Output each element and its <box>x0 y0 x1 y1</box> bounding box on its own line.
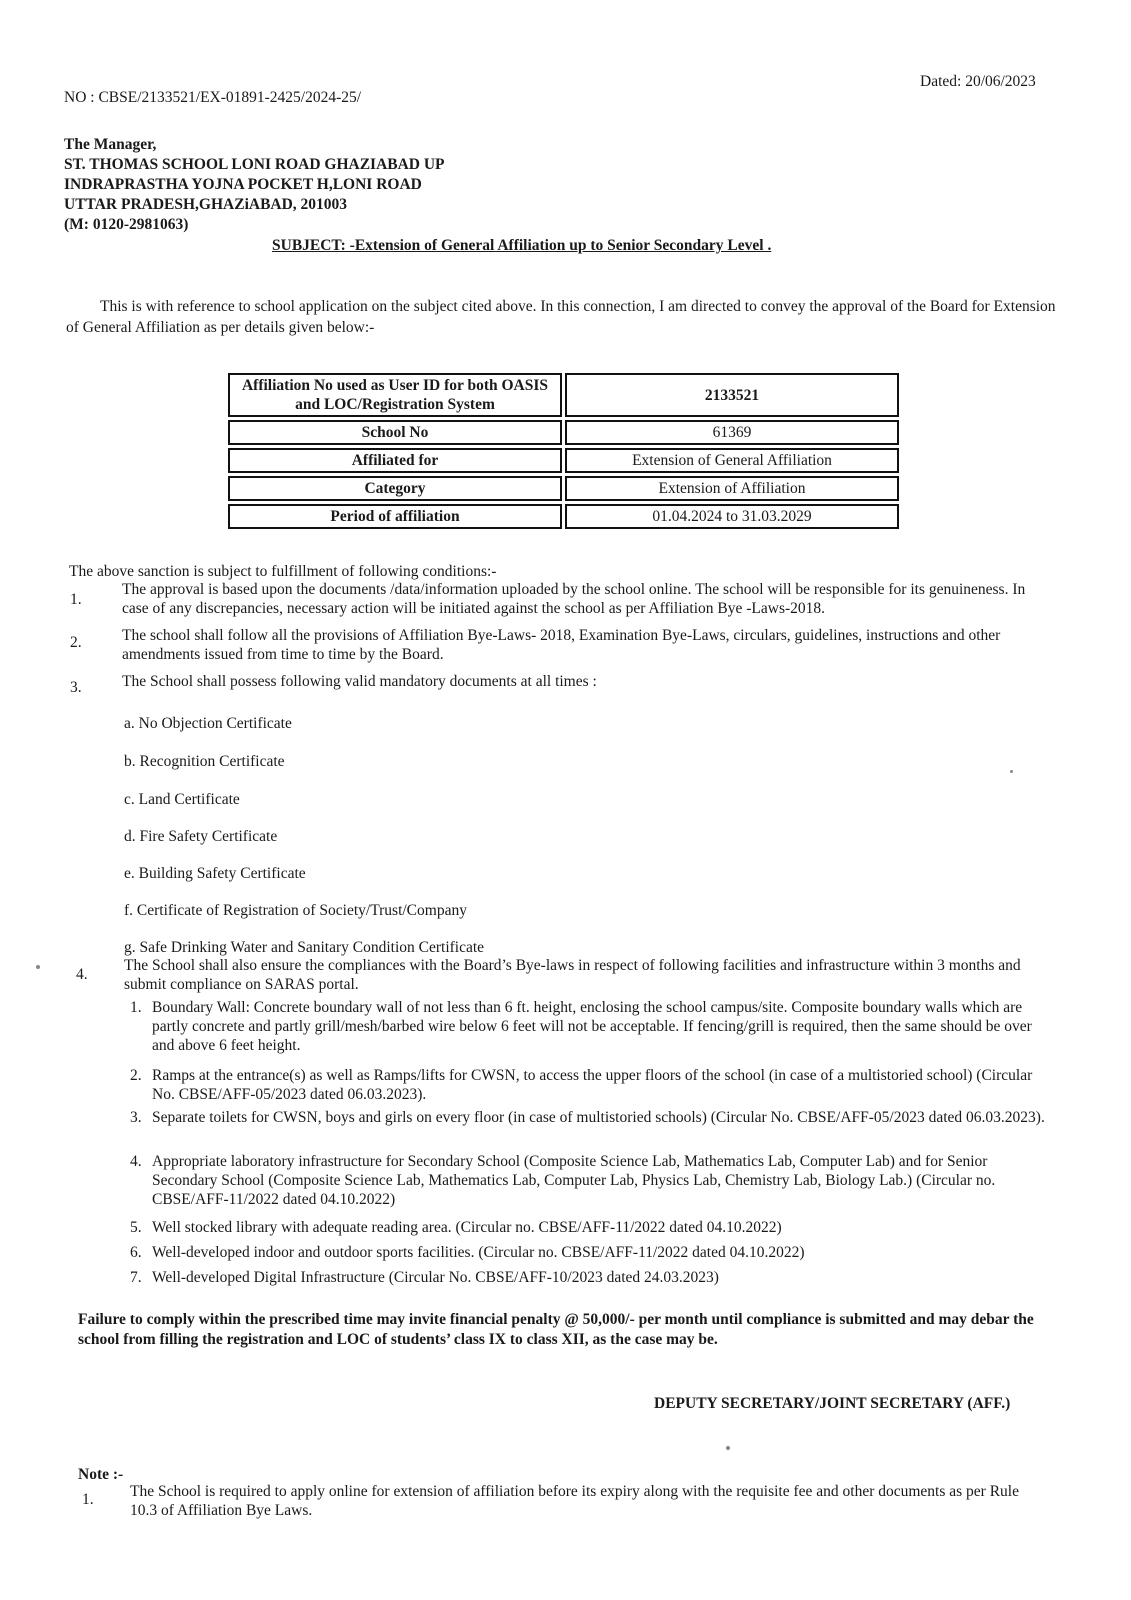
table-value-cell: Extension of General Affiliation <box>565 448 899 473</box>
infrastructure-text: Well-developed indoor and outdoor sports facilities. (Circular no. CBSE/AFF-11/2022 dated 04.10.2022) <box>152 1244 805 1261</box>
table-value-cell: 61369 <box>565 420 899 445</box>
document-item: a. No Objection Certificate <box>124 715 292 732</box>
infrastructure-text: Appropriate laboratory infrastructure for Secondary School (Composite Science Lab, Mathematics Lab, Computer Lab) and for Senior Secondary School (Composite Science Lab, Mathematics Lab, Computer Lab, Physics Lab, Chemistry Lab, Biology Lab.) (Circular no. CBSE/AFF-11/2022 dated 04.10.2022) <box>152 1153 996 1208</box>
document-item: c. Land Certificate <box>124 791 240 808</box>
signatory: DEPUTY SECRETARY/JOINT SECRETARY (AFF.) <box>654 1395 1011 1412</box>
infrastructure-item <box>130 1218 1050 1237</box>
infrastructure-text: Well stocked library with adequate reading area. (Circular no. CBSE/AFF-11/2022 dated 04.10.2022) <box>152 1219 782 1236</box>
condition-text: The School shall also ensure the compliances with the Board’s Bye-laws in respect of following facilities and infrastructure within 3 months and submit compliance on SARAS portal. <box>124 957 1021 993</box>
infrastructure-item <box>130 998 1050 1055</box>
infrastructure-number: 5. <box>130 1219 142 1236</box>
addressee-line: (M: 0120-2981063) <box>64 216 189 233</box>
table-label-cell: Affiliation No used as User ID for both OASIS and LOC/Registration System <box>228 373 562 417</box>
document-item: b. Recognition Certificate <box>124 753 285 770</box>
penalty-notice: Failure to comply within the prescribed time may invite financial penalty @ 50,000/- per month until compliance is submitted and may debar the school from filling the registration and LOC of students’ class IX to class XII, as the case may be. <box>78 1311 1034 1348</box>
infrastructure-text: Boundary Wall: Concrete boundary wall of not less than 6 ft. height, enclosing the school campus/site. Composite boundary walls which are partly concrete and partly grill/mesh/barbed wire below 6 feet will not be acceptable. If fencing/grill is required, then the same should be over and above 6 feet height. <box>152 999 1032 1054</box>
table-label-cell: Category <box>228 476 562 501</box>
infrastructure-item <box>130 1243 1050 1262</box>
table-row <box>228 504 899 529</box>
addressee-line: INDRAPRASTHA YOJNA POCKET H,LONI ROAD <box>64 176 422 193</box>
infrastructure-item <box>130 1268 1050 1287</box>
affiliation-details-table <box>225 370 902 532</box>
infrastructure-number: 2. <box>130 1067 142 1084</box>
addressee-line: ST. THOMAS SCHOOL LONI ROAD GHAZIABAD UP <box>64 156 445 173</box>
condition-number: 4. <box>76 966 88 983</box>
subject-line: SUBJECT: -Extension of General Affiliation up to Senior Secondary Level . <box>272 237 772 254</box>
infrastructure-text: Ramps at the entrance(s) as well as Ramps/lifts for CWSN, to access the upper floors of the school (in case of a multistoried school) (Circular No. CBSE/AFF-05/2023 dated 06.03.2023). <box>152 1067 1033 1103</box>
infrastructure-number: 1. <box>130 999 142 1016</box>
letter-date: Dated: 20/06/2023 <box>920 73 1036 90</box>
condition-number: 1. <box>70 591 82 608</box>
condition-text: The School shall possess following valid mandatory documents at all times : <box>122 673 597 690</box>
table-label-cell: School No <box>228 420 562 445</box>
document-item: d. Fire Safety Certificate <box>124 828 278 845</box>
scan-speck <box>726 1446 730 1450</box>
infrastructure-text: Separate toilets for CWSN, boys and girls on every floor (in case of multistoried schools) (Circular No. CBSE/AFF-05/2023 dated 06.03.2023). <box>152 1109 1045 1126</box>
table-value-cell: 01.04.2024 to 31.03.2029 <box>565 504 899 529</box>
addressee-line: UTTAR PRADESH,GHAZiABAD, 201003 <box>64 196 348 213</box>
table-value-cell: 2133521 <box>565 373 899 417</box>
table-label-cell: Affiliated for <box>228 448 562 473</box>
table-label-cell: Period of affiliation <box>228 504 562 529</box>
document-item: f. Certificate of Registration of Society/Trust/Company <box>124 902 467 919</box>
scan-speck <box>1010 770 1013 773</box>
table-row <box>228 476 899 501</box>
conditions-intro: The above sanction is subject to fulfillment of following conditions:- <box>69 563 497 580</box>
note-heading: Note :- <box>78 1466 124 1483</box>
condition-text: The approval is based upon the documents /data/information uploaded by the school online. The school will be responsible for its genuineness. In case of any discrepancies, necessary action will be initiated against the school as per Affiliation Bye -Laws-2018. <box>122 581 1026 617</box>
infrastructure-text: Well-developed Digital Infrastructure (Circular No. CBSE/AFF-10/2023 dated 24.03.2023) <box>152 1269 719 1286</box>
condition-number: 2. <box>70 634 82 651</box>
table-row <box>228 373 899 417</box>
reference-number: NO : CBSE/2133521/EX-01891-2425/2024-25/ <box>64 89 362 106</box>
infrastructure-item <box>130 1152 1050 1209</box>
condition-text: The school shall follow all the provisions of Affiliation Bye-Laws- 2018, Examination Bye-Laws, circulars, guidelines, instructions and other amendments issued from time to time by the Board. <box>122 627 1001 663</box>
document-item: e. Building Safety Certificate <box>124 865 306 882</box>
condition-number: 3. <box>70 679 82 696</box>
addressee-line: The Manager, <box>64 136 157 153</box>
note-text: The School is required to apply online for extension of affiliation before its expiry along with the requisite fee and other documents as per Rule 10.3 of Affiliation Bye Laws. <box>130 1483 1019 1519</box>
infrastructure-item <box>130 1066 1050 1104</box>
infrastructure-number: 7. <box>130 1269 142 1286</box>
note-number: 1. <box>82 1491 94 1508</box>
document-item: g. Safe Drinking Water and Sanitary Condition Certificate <box>124 939 485 956</box>
infrastructure-number: 6. <box>130 1244 142 1261</box>
addressee-block <box>64 135 445 235</box>
infrastructure-number: 4. <box>130 1153 142 1170</box>
infrastructure-number: 3. <box>130 1109 142 1126</box>
table-row <box>228 420 899 445</box>
table-row <box>228 448 899 473</box>
intro-paragraph: This is with reference to school application on the subject cited above. In this connection, I am directed to convey the approval of the Board for Extension of General Affiliation as per details given below:- <box>66 298 1056 336</box>
infrastructure-item <box>130 1108 1050 1127</box>
table-value-cell: Extension of Affiliation <box>565 476 899 501</box>
scan-speck <box>36 965 40 969</box>
